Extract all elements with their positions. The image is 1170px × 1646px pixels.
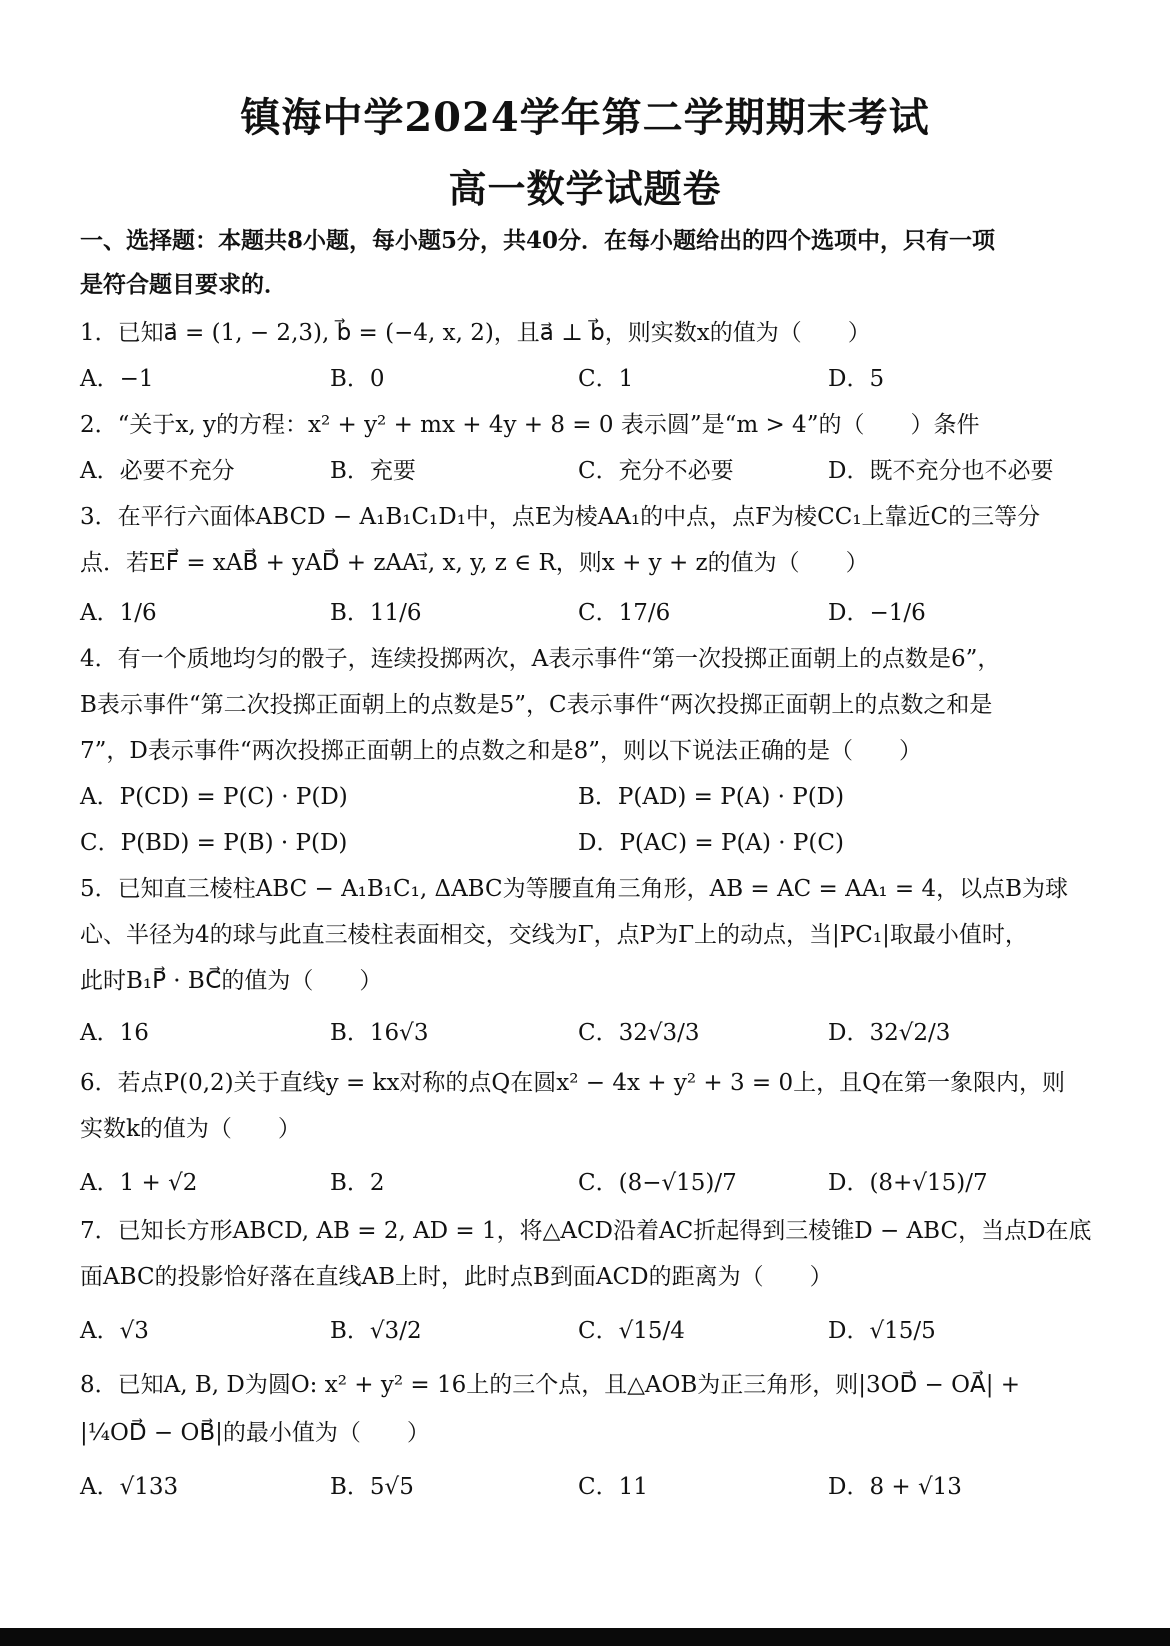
- question-2-option-c: C．充分不必要: [578, 458, 734, 484]
- question-4-text-line-2: B表示事件“第二次投掷正面朝上的点数是5”，C表示事件“两次投掷正面朝上的点数之和是: [80, 692, 993, 718]
- question-8-option-c: C．11: [578, 1474, 648, 1500]
- question-6-option-c: C．(8−√15)/7: [578, 1170, 737, 1196]
- question-3-option-d: D．−1/6: [828, 600, 926, 626]
- question-7-option-b: B．√3/2: [330, 1318, 422, 1344]
- question-1-option-c: C．1: [578, 366, 634, 392]
- question-7-option-d: D．√15/5: [828, 1318, 936, 1344]
- question-5-option-d: D．32√2/3: [828, 1020, 951, 1046]
- question-5-text-line-1: 5．已知直三棱柱ABC − A₁B₁C₁, ΔABC为等腰直角三角形，AB = AC = AA₁ = 4，以点B为球: [80, 876, 1068, 902]
- bottom-edge-bar: [0, 1628, 1170, 1646]
- question-2-option-b: B．充要: [330, 458, 416, 484]
- section-instruction-line-1: 一、选择题：本题共8小题，每小题5分，共40分．在每小题给出的四个选项中，只有一项: [80, 227, 996, 254]
- question-4-text-line-1: 4．有一个质地均匀的骰子，连续投掷两次，A表示事件“第一次投掷正面朝上的点数是6”，: [80, 646, 1001, 672]
- question-7-option-c: C．√15/4: [578, 1318, 685, 1344]
- question-1-option-a: A．−1: [80, 366, 154, 392]
- question-3-option-c: C．17/6: [578, 600, 671, 626]
- question-1-option-b: B．0: [330, 366, 385, 392]
- question-6-option-b: B．2: [330, 1170, 385, 1196]
- question-8-option-d: D．8 + √13: [828, 1474, 962, 1500]
- question-5-text-line-2: 心、半径为4的球与此直三棱柱表面相交，交线为Γ，点P为Γ上的动点，当|PC₁|取最小值时，: [80, 922, 1028, 948]
- question-3-option-a: A．1/6: [80, 600, 157, 626]
- question-5-option-c: C．32√3/3: [578, 1020, 700, 1046]
- question-5-option-b: B．16√3: [330, 1020, 429, 1046]
- question-7-text-line-1: 7．已知长方形ABCD, AB = 2, AD = 1，将△ACD沿着AC折起得到三棱锥D − ABC，当点D在底: [80, 1218, 1092, 1244]
- question-5-option-a: A．16: [80, 1020, 149, 1046]
- exam-subtitle: 高一数学试题卷: [448, 166, 722, 211]
- question-8-text-line-1: 8．已知A, B, D为圆O: x² + y² = 16上的三个点，且△AOB为正三角形，则|3OD⃗ − OA⃗| +: [80, 1372, 1021, 1398]
- section-instruction-line-2: 是符合题目要求的．: [80, 271, 287, 298]
- question-1-option-d: D．5: [828, 366, 885, 392]
- question-8-text-line-2: |¼OD⃗ − OB⃗|的最小值为（ ）: [80, 1420, 430, 1446]
- question-8-option-a: A．√133: [80, 1474, 179, 1500]
- question-4-text-line-3: 7”，D表示事件“两次投掷正面朝上的点数之和是8”，则以下说法正确的是（ ）: [80, 738, 922, 764]
- question-7-text-line-2: 面ABC的投影恰好落在直线AB上时，此时点B到面ACD的距离为（ ）: [80, 1264, 833, 1290]
- question-6-text-line-1: 6．若点P(0,2)关于直线y = kx对称的点Q在圆x² − 4x + y² + 3 = 0上，且Q在第一象限内，则: [80, 1070, 1065, 1096]
- question-6-option-d: D．(8+√15)/7: [828, 1170, 988, 1196]
- question-8-option-b: B．5√5: [330, 1474, 414, 1500]
- question-2-option-d: D．既不充分也不必要: [828, 458, 1054, 484]
- question-6-option-a: A．1 + √2: [80, 1170, 198, 1196]
- question-6-text-line-2: 实数k的值为（ ）: [80, 1116, 301, 1142]
- question-3-text-line-2: 点．若EF⃗ = xAB⃗ + yAD⃗ + zAA₁⃗, x, y, z ∈ R，则x + y + z的值为（ ）: [80, 550, 869, 576]
- question-4-option-c: C．P(BD) = P(B) · P(D): [80, 830, 348, 856]
- exam-title: 镇海中学2024学年第二学期期末考试: [240, 94, 930, 141]
- question-2-text: 2．“关于x, y的方程：x² + y² + mx + 4y + 8 = 0 表示圆”是“m > 4”的（ ）条件: [80, 412, 980, 438]
- question-4-option-b: B．P(AD) = P(A) · P(D): [578, 784, 845, 810]
- question-3-text-line-1: 3．在平行六面体ABCD − A₁B₁C₁D₁中，点E为棱AA₁的中点，点F为棱CC₁上靠近C的三等分: [80, 504, 1041, 530]
- question-7-option-a: A．√3: [80, 1318, 149, 1344]
- question-1-text: 1．已知a⃗ = (1, − 2,3), b⃗ = (−4, x, 2)，且a⃗ ⊥ b⃗，则实数x的值为（ ）: [80, 320, 871, 346]
- question-4-option-d: D．P(AC) = P(A) · P(C): [578, 830, 844, 856]
- question-3-option-b: B．11/6: [330, 600, 422, 626]
- question-4-option-a: A．P(CD) = P(C) · P(D): [80, 784, 348, 810]
- question-2-option-a: A．必要不充分: [80, 458, 235, 484]
- question-5-text-line-3: 此时B₁P⃗ · BC⃗的值为（ ）: [80, 968, 383, 994]
